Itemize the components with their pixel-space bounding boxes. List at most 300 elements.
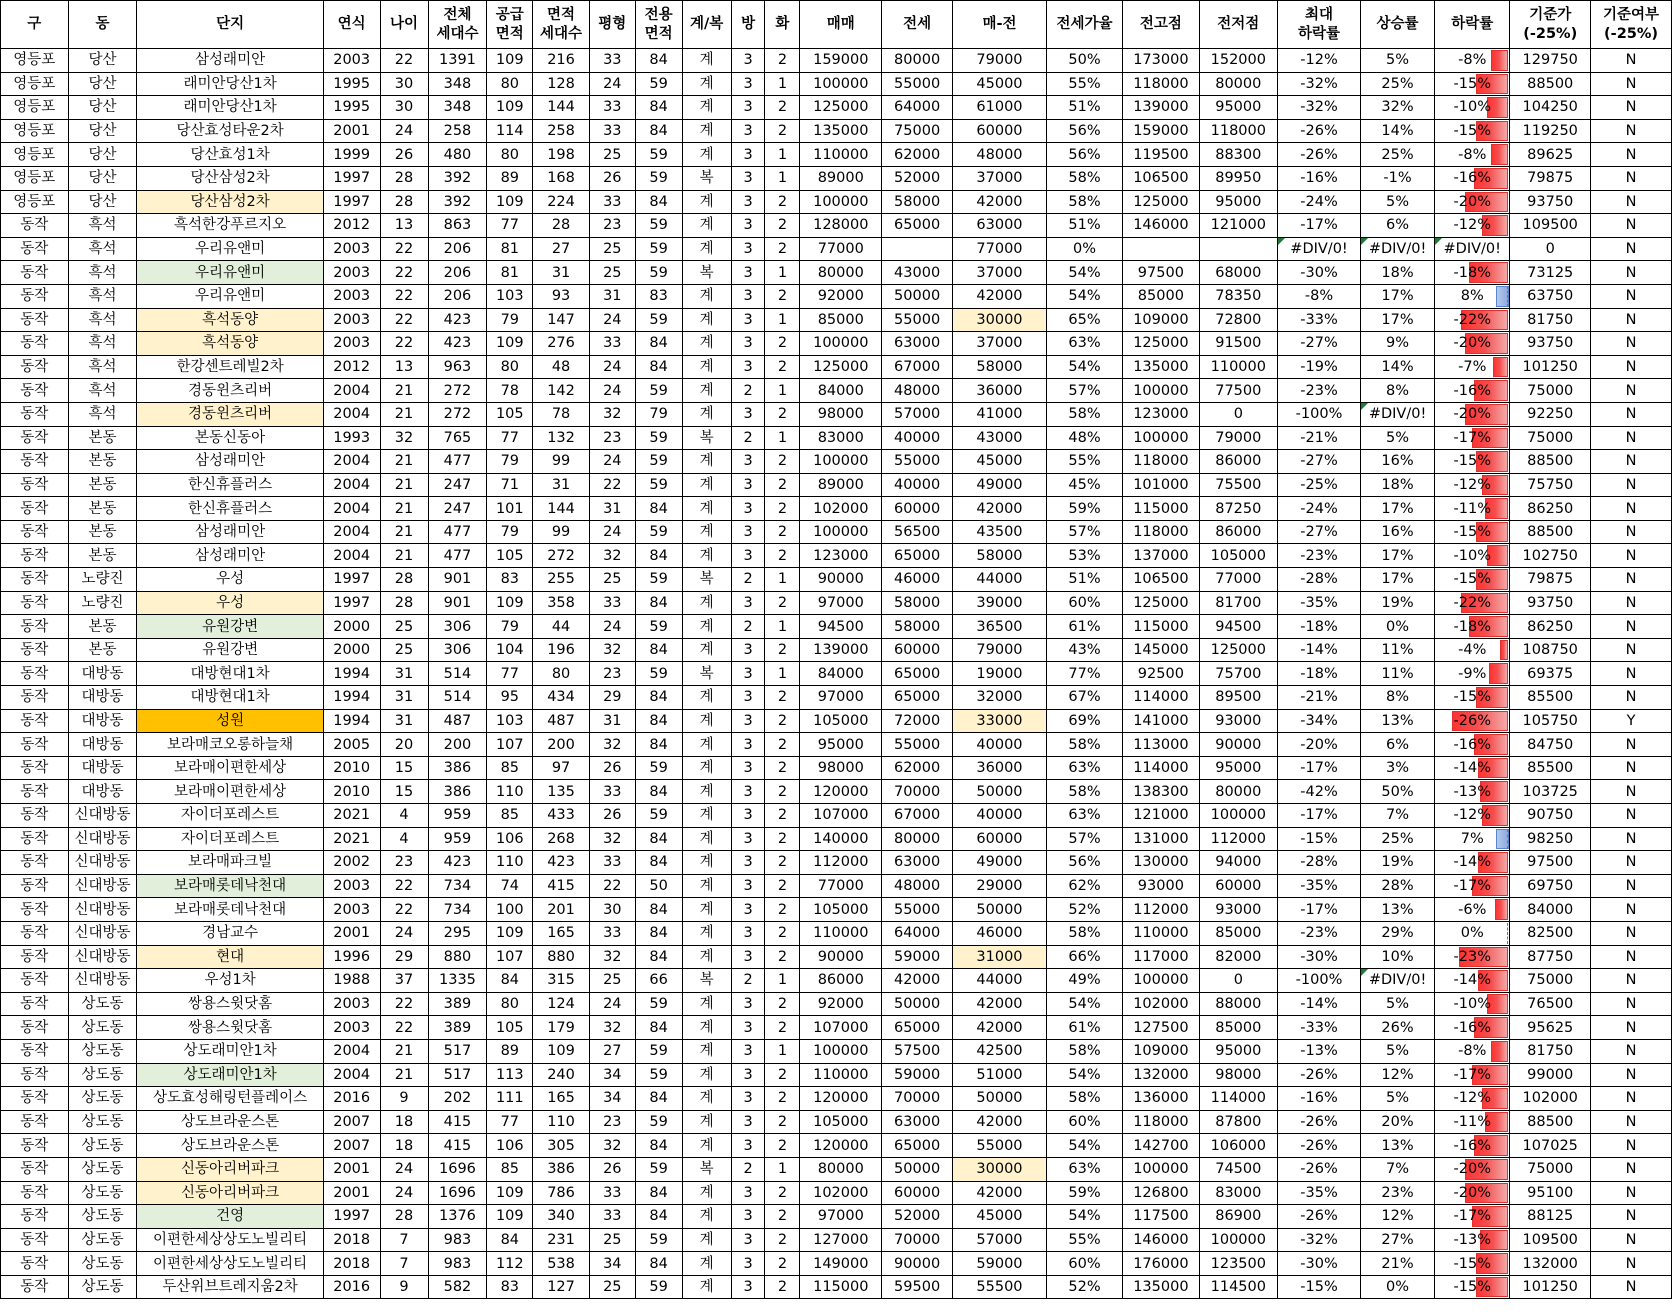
cell-fall[interactable] <box>1435 709 1510 733</box>
cell-rooms[interactable]: 3 <box>731 1134 765 1158</box>
cell-prev_low[interactable]: 112000 <box>1199 827 1278 851</box>
cell-jeonse[interactable]: 59000 <box>882 1063 953 1087</box>
cell-supply_area[interactable]: 109 <box>487 190 533 214</box>
cell-jeonse_ratio[interactable]: 54% <box>1046 1205 1122 1229</box>
cell-prev_low[interactable]: 94000 <box>1199 851 1278 875</box>
cell-supply_area[interactable]: 85 <box>487 756 533 780</box>
cell-jeonse_ratio[interactable]: 54% <box>1046 261 1122 285</box>
cell-prev_low[interactable]: 0 <box>1199 402 1278 426</box>
cell-meets[interactable]: N <box>1591 1252 1672 1276</box>
cell-dong[interactable]: 흑석 <box>68 332 137 356</box>
cell-jeonse[interactable]: 62000 <box>882 143 953 167</box>
cell-max_drop[interactable]: -32% <box>1278 1228 1361 1252</box>
cell-jeonse[interactable]: 55000 <box>882 308 953 332</box>
cell-age[interactable]: 31 <box>380 662 428 686</box>
cell-prev_low[interactable]: 72800 <box>1199 308 1278 332</box>
cell-jeonse[interactable]: 50000 <box>882 1157 953 1181</box>
cell-supply_area[interactable]: 77 <box>487 662 533 686</box>
cell-households[interactable]: 1696 <box>428 1157 487 1181</box>
cell-exclusive_area[interactable]: 84 <box>635 945 682 969</box>
cell-dong[interactable]: 대방동 <box>68 733 137 757</box>
cell-age[interactable]: 13 <box>380 355 428 379</box>
cell-households[interactable]: 477 <box>428 544 487 568</box>
cell-pyeong[interactable]: 33 <box>589 921 635 945</box>
cell-age[interactable]: 24 <box>380 921 428 945</box>
cell-baths[interactable]: 2 <box>765 1228 800 1252</box>
cell-gu[interactable]: 동작 <box>1 520 69 544</box>
cell-area_households[interactable]: 31 <box>533 473 590 497</box>
cell-max_drop[interactable]: -100% <box>1278 969 1361 993</box>
cell-max_drop[interactable]: -20% <box>1278 733 1361 757</box>
cell-gu[interactable]: 동작 <box>1 1181 69 1205</box>
cell-baths[interactable]: 1 <box>765 662 800 686</box>
cell-pyeong[interactable]: 24 <box>589 379 635 403</box>
cell-meets[interactable]: N <box>1591 72 1672 96</box>
cell-meets[interactable]: N <box>1591 426 1672 450</box>
cell-rooms[interactable]: 3 <box>731 308 765 332</box>
cell-meets[interactable]: N <box>1591 544 1672 568</box>
cell-supply_area[interactable]: 103 <box>487 709 533 733</box>
cell-jeonse_ratio[interactable]: 63% <box>1046 756 1122 780</box>
cell-households[interactable]: 1376 <box>428 1205 487 1229</box>
cell-base_price[interactable]: 75000 <box>1510 379 1591 403</box>
cell-complex[interactable]: 보라매롯데낙천대 <box>137 874 324 898</box>
cell-complex[interactable]: 한신휴플러스 <box>137 473 324 497</box>
cell-meets[interactable]: N <box>1591 1181 1672 1205</box>
cell-households[interactable]: 202 <box>428 1087 487 1111</box>
cell-rooms[interactable]: 3 <box>731 166 765 190</box>
cell-pyeong[interactable]: 24 <box>589 520 635 544</box>
cell-complex[interactable]: 쌍용스윗닷홈 <box>137 1016 324 1040</box>
cell-year[interactable]: 1999 <box>323 143 380 167</box>
cell-prev_low[interactable]: 86000 <box>1199 450 1278 474</box>
cell-exclusive_area[interactable]: 59 <box>635 568 682 592</box>
cell-prev_low[interactable]: 152000 <box>1199 49 1278 73</box>
cell-fall[interactable] <box>1435 355 1510 379</box>
cell-rooms[interactable]: 2 <box>731 568 765 592</box>
cell-year[interactable]: 2018 <box>323 1228 380 1252</box>
cell-supply_area[interactable]: 109 <box>487 1181 533 1205</box>
cell-max_drop[interactable]: -33% <box>1278 308 1361 332</box>
cell-households[interactable]: 514 <box>428 686 487 710</box>
cell-supply_area[interactable]: 80 <box>487 143 533 167</box>
cell-complex[interactable]: 성원 <box>137 709 324 733</box>
cell-max_drop[interactable]: -19% <box>1278 355 1361 379</box>
cell-area_households[interactable]: 110 <box>533 1110 590 1134</box>
cell-prev_low[interactable]: 125000 <box>1199 638 1278 662</box>
cell-fall[interactable] <box>1435 1134 1510 1158</box>
cell-complex[interactable]: 유원강변 <box>137 638 324 662</box>
cell-prev_high[interactable]: 121000 <box>1123 804 1199 828</box>
cell-max_drop[interactable]: -24% <box>1278 190 1361 214</box>
cell-gu[interactable]: 동작 <box>1 261 69 285</box>
cell-rise[interactable]: 16% <box>1360 450 1434 474</box>
cell-fall[interactable] <box>1435 591 1510 615</box>
cell-prev_high[interactable]: 146000 <box>1123 214 1199 238</box>
cell-prev_high[interactable]: 118000 <box>1123 520 1199 544</box>
cell-type[interactable]: 계 <box>682 615 731 639</box>
column-header-max_drop[interactable]: 최대 하락률 <box>1278 1 1361 49</box>
cell-age[interactable]: 21 <box>380 473 428 497</box>
cell-rise[interactable]: 23% <box>1360 1181 1434 1205</box>
cell-area_households[interactable]: 48 <box>533 355 590 379</box>
cell-fall[interactable] <box>1435 1181 1510 1205</box>
cell-age[interactable]: 21 <box>380 379 428 403</box>
cell-sale[interactable]: 84000 <box>800 662 882 686</box>
cell-households[interactable]: 386 <box>428 756 487 780</box>
cell-jeonse[interactable]: 63000 <box>882 1110 953 1134</box>
cell-base_price[interactable]: 79875 <box>1510 166 1591 190</box>
cell-gu[interactable]: 동작 <box>1 473 69 497</box>
cell-supply_area[interactable]: 109 <box>487 332 533 356</box>
cell-dong[interactable]: 대방동 <box>68 662 137 686</box>
cell-base_price[interactable]: 109500 <box>1510 1228 1591 1252</box>
cell-gap[interactable]: 36500 <box>953 615 1047 639</box>
cell-exclusive_area[interactable]: 59 <box>635 662 682 686</box>
cell-prev_high[interactable]: 125000 <box>1123 332 1199 356</box>
cell-max_drop[interactable]: -35% <box>1278 591 1361 615</box>
cell-base_price[interactable]: 107025 <box>1510 1134 1591 1158</box>
cell-fall[interactable] <box>1435 1110 1510 1134</box>
cell-fall[interactable] <box>1435 851 1510 875</box>
cell-year[interactable]: 2016 <box>323 1087 380 1111</box>
cell-max_drop[interactable]: -26% <box>1278 1157 1361 1181</box>
cell-base_price[interactable]: 104250 <box>1510 96 1591 120</box>
cell-fall[interactable] <box>1435 237 1510 261</box>
cell-pyeong[interactable]: 32 <box>589 945 635 969</box>
cell-max_drop[interactable]: -21% <box>1278 426 1361 450</box>
cell-max_drop[interactable]: -16% <box>1278 1087 1361 1111</box>
column-header-sale[interactable]: 매매 <box>800 1 882 49</box>
cell-pyeong[interactable]: 31 <box>589 497 635 521</box>
cell-complex[interactable]: 당산효성1차 <box>137 143 324 167</box>
cell-age[interactable]: 7 <box>380 1252 428 1276</box>
cell-baths[interactable]: 2 <box>765 851 800 875</box>
cell-type[interactable]: 계 <box>682 874 731 898</box>
cell-supply_area[interactable]: 110 <box>487 780 533 804</box>
cell-prev_low[interactable]: 114500 <box>1199 1275 1278 1299</box>
column-header-age[interactable]: 나이 <box>380 1 428 49</box>
cell-type[interactable]: 계 <box>682 402 731 426</box>
cell-exclusive_area[interactable]: 84 <box>635 898 682 922</box>
cell-year[interactable]: 2001 <box>323 921 380 945</box>
cell-sale[interactable]: 102000 <box>800 497 882 521</box>
cell-gu[interactable]: 동작 <box>1 945 69 969</box>
cell-prev_high[interactable]: 100000 <box>1123 969 1199 993</box>
cell-rooms[interactable]: 3 <box>731 1087 765 1111</box>
cell-prev_low[interactable]: 87250 <box>1199 497 1278 521</box>
cell-dong[interactable]: 당산 <box>68 143 137 167</box>
cell-prev_low[interactable]: 123500 <box>1199 1252 1278 1276</box>
cell-rise[interactable]: 26% <box>1360 1016 1434 1040</box>
cell-jeonse_ratio[interactable]: 67% <box>1046 686 1122 710</box>
cell-meets[interactable]: N <box>1591 402 1672 426</box>
cell-pyeong[interactable]: 33 <box>589 119 635 143</box>
cell-year[interactable]: 1997 <box>323 190 380 214</box>
cell-base_price[interactable]: 63750 <box>1510 284 1591 308</box>
cell-jeonse_ratio[interactable]: 55% <box>1046 1228 1122 1252</box>
cell-households[interactable]: 295 <box>428 921 487 945</box>
cell-gap[interactable]: 45000 <box>953 1205 1047 1229</box>
cell-complex[interactable]: 삼성래미안 <box>137 49 324 73</box>
cell-sale[interactable]: 139000 <box>800 638 882 662</box>
cell-jeonse[interactable]: 48000 <box>882 874 953 898</box>
cell-meets[interactable]: N <box>1591 450 1672 474</box>
cell-households[interactable]: 423 <box>428 332 487 356</box>
cell-base_price[interactable]: 85500 <box>1510 686 1591 710</box>
cell-prev_high[interactable]: 142700 <box>1123 1134 1199 1158</box>
cell-supply_area[interactable]: 105 <box>487 1016 533 1040</box>
cell-complex[interactable]: 상도래미안1차 <box>137 1039 324 1063</box>
cell-exclusive_area[interactable]: 84 <box>635 1252 682 1276</box>
cell-meets[interactable]: N <box>1591 921 1672 945</box>
cell-complex[interactable]: 보라매이편한세상 <box>137 756 324 780</box>
cell-type[interactable]: 복 <box>682 1157 731 1181</box>
cell-prev_high[interactable]: 85000 <box>1123 284 1199 308</box>
cell-pyeong[interactable]: 33 <box>589 332 635 356</box>
cell-complex[interactable]: 삼성래미안 <box>137 544 324 568</box>
cell-dong[interactable]: 상도동 <box>68 992 137 1016</box>
cell-prev_low[interactable]: 60000 <box>1199 874 1278 898</box>
cell-max_drop[interactable]: -26% <box>1278 1134 1361 1158</box>
cell-baths[interactable]: 2 <box>765 1252 800 1276</box>
cell-exclusive_area[interactable]: 84 <box>635 119 682 143</box>
cell-gu[interactable]: 동작 <box>1 591 69 615</box>
cell-exclusive_area[interactable]: 84 <box>635 709 682 733</box>
cell-gap[interactable]: 29000 <box>953 874 1047 898</box>
cell-jeonse_ratio[interactable]: 58% <box>1046 780 1122 804</box>
cell-baths[interactable]: 2 <box>765 1181 800 1205</box>
cell-area_households[interactable]: 224 <box>533 190 590 214</box>
cell-rise[interactable]: 5% <box>1360 190 1434 214</box>
cell-rise[interactable]: 25% <box>1360 143 1434 167</box>
cell-prev_high[interactable]: 118000 <box>1123 450 1199 474</box>
cell-fall[interactable] <box>1435 733 1510 757</box>
cell-households[interactable]: 983 <box>428 1228 487 1252</box>
cell-fall[interactable] <box>1435 1228 1510 1252</box>
cell-prev_high[interactable]: 100000 <box>1123 426 1199 450</box>
cell-jeonse_ratio[interactable]: 57% <box>1046 520 1122 544</box>
cell-year[interactable]: 2003 <box>323 898 380 922</box>
column-header-area_households[interactable]: 면적 세대수 <box>533 1 590 49</box>
cell-year[interactable]: 2021 <box>323 804 380 828</box>
cell-fall[interactable] <box>1435 1016 1510 1040</box>
cell-supply_area[interactable]: 80 <box>487 72 533 96</box>
cell-sale[interactable]: 110000 <box>800 921 882 945</box>
cell-supply_area[interactable]: 103 <box>487 284 533 308</box>
cell-jeonse_ratio[interactable]: 58% <box>1046 402 1122 426</box>
cell-gu[interactable]: 동작 <box>1 497 69 521</box>
cell-jeonse[interactable]: 58000 <box>882 190 953 214</box>
cell-meets[interactable]: N <box>1591 638 1672 662</box>
cell-jeonse[interactable]: 60000 <box>882 497 953 521</box>
cell-fall[interactable] <box>1435 402 1510 426</box>
cell-max_drop[interactable]: -23% <box>1278 379 1361 403</box>
cell-rise[interactable]: #DIV/0! <box>1360 969 1434 993</box>
cell-jeonse_ratio[interactable]: 52% <box>1046 1275 1122 1299</box>
cell-fall[interactable] <box>1435 72 1510 96</box>
cell-supply_area[interactable]: 78 <box>487 379 533 403</box>
cell-complex[interactable]: 현대 <box>137 945 324 969</box>
cell-households[interactable]: 415 <box>428 1110 487 1134</box>
cell-gap[interactable]: 42000 <box>953 992 1047 1016</box>
cell-prev_high[interactable]: 126800 <box>1123 1181 1199 1205</box>
cell-fall[interactable] <box>1435 119 1510 143</box>
cell-type[interactable]: 계 <box>682 497 731 521</box>
cell-complex[interactable]: 한신휴플러스 <box>137 497 324 521</box>
cell-jeonse_ratio[interactable]: 58% <box>1046 733 1122 757</box>
cell-sale[interactable]: 97000 <box>800 591 882 615</box>
cell-prev_low[interactable]: 93000 <box>1199 709 1278 733</box>
cell-complex[interactable]: 당산삼성2차 <box>137 190 324 214</box>
cell-base_price[interactable]: 105750 <box>1510 709 1591 733</box>
cell-sale[interactable]: 92000 <box>800 284 882 308</box>
cell-sale[interactable]: 100000 <box>800 450 882 474</box>
cell-prev_high[interactable]: 141000 <box>1123 709 1199 733</box>
cell-jeonse_ratio[interactable]: 43% <box>1046 638 1122 662</box>
cell-supply_area[interactable]: 105 <box>487 402 533 426</box>
cell-fall[interactable] <box>1435 568 1510 592</box>
cell-type[interactable]: 계 <box>682 709 731 733</box>
cell-baths[interactable]: 2 <box>765 591 800 615</box>
cell-prev_low[interactable]: 85000 <box>1199 921 1278 945</box>
cell-complex[interactable]: 래미안당산1차 <box>137 72 324 96</box>
cell-jeonse_ratio[interactable]: 63% <box>1046 1157 1122 1181</box>
cell-pyeong[interactable]: 30 <box>589 898 635 922</box>
cell-area_households[interactable]: 358 <box>533 591 590 615</box>
cell-supply_area[interactable]: 106 <box>487 827 533 851</box>
cell-prev_low[interactable]: 106000 <box>1199 1134 1278 1158</box>
cell-dong[interactable]: 신대방동 <box>68 898 137 922</box>
cell-base_price[interactable]: 88500 <box>1510 450 1591 474</box>
cell-gap[interactable]: 44000 <box>953 568 1047 592</box>
cell-pyeong[interactable]: 24 <box>589 615 635 639</box>
cell-dong[interactable]: 상도동 <box>68 1252 137 1276</box>
cell-rooms[interactable]: 3 <box>731 473 765 497</box>
cell-complex[interactable]: 자이더포레스트 <box>137 827 324 851</box>
cell-max_drop[interactable]: -26% <box>1278 119 1361 143</box>
cell-rooms[interactable]: 3 <box>731 49 765 73</box>
cell-jeonse_ratio[interactable]: 63% <box>1046 332 1122 356</box>
cell-gu[interactable]: 동작 <box>1 1110 69 1134</box>
cell-dong[interactable]: 본동 <box>68 497 137 521</box>
cell-gap[interactable]: 44000 <box>953 969 1047 993</box>
cell-sale[interactable]: 120000 <box>800 780 882 804</box>
cell-jeonse[interactable]: 57000 <box>882 402 953 426</box>
cell-type[interactable]: 계 <box>682 520 731 544</box>
cell-households[interactable]: 206 <box>428 261 487 285</box>
cell-exclusive_area[interactable]: 59 <box>635 804 682 828</box>
cell-gap[interactable]: 48000 <box>953 143 1047 167</box>
cell-gap[interactable]: 50000 <box>953 780 1047 804</box>
cell-exclusive_area[interactable]: 84 <box>635 827 682 851</box>
cell-gu[interactable]: 동작 <box>1 1134 69 1158</box>
cell-gap[interactable]: 40000 <box>953 733 1047 757</box>
cell-year[interactable]: 1994 <box>323 709 380 733</box>
cell-area_households[interactable]: 231 <box>533 1228 590 1252</box>
cell-prev_low[interactable]: 121000 <box>1199 214 1278 238</box>
cell-base_price[interactable]: 132000 <box>1510 1252 1591 1276</box>
cell-prev_low[interactable]: 95000 <box>1199 756 1278 780</box>
cell-fall[interactable] <box>1435 544 1510 568</box>
cell-jeonse_ratio[interactable]: 57% <box>1046 827 1122 851</box>
cell-baths[interactable]: 2 <box>765 520 800 544</box>
cell-prev_low[interactable]: 100000 <box>1199 804 1278 828</box>
cell-type[interactable]: 계 <box>682 332 731 356</box>
cell-max_drop[interactable]: -13% <box>1278 1039 1361 1063</box>
cell-baths[interactable]: 2 <box>765 780 800 804</box>
cell-dong[interactable]: 당산 <box>68 49 137 73</box>
cell-households[interactable]: 423 <box>428 308 487 332</box>
cell-gu[interactable]: 동작 <box>1 780 69 804</box>
cell-year[interactable]: 2003 <box>323 308 380 332</box>
cell-sale[interactable]: 80000 <box>800 1157 882 1181</box>
cell-baths[interactable]: 2 <box>765 638 800 662</box>
cell-prev_low[interactable]: 75700 <box>1199 662 1278 686</box>
cell-gap[interactable]: 55500 <box>953 1275 1047 1299</box>
cell-households[interactable]: 734 <box>428 898 487 922</box>
cell-prev_high[interactable]: 110000 <box>1123 921 1199 945</box>
cell-complex[interactable]: 경동윈츠리버 <box>137 402 324 426</box>
cell-type[interactable]: 계 <box>682 1016 731 1040</box>
cell-supply_area[interactable]: 113 <box>487 1063 533 1087</box>
cell-baths[interactable]: 2 <box>765 497 800 521</box>
cell-max_drop[interactable]: -27% <box>1278 520 1361 544</box>
cell-year[interactable]: 2004 <box>323 450 380 474</box>
cell-prev_high[interactable]: 123000 <box>1123 402 1199 426</box>
cell-year[interactable]: 2003 <box>323 49 380 73</box>
cell-base_price[interactable]: 102000 <box>1510 1087 1591 1111</box>
cell-sale[interactable]: 107000 <box>800 804 882 828</box>
cell-jeonse[interactable]: 56500 <box>882 520 953 544</box>
cell-age[interactable]: 25 <box>380 615 428 639</box>
column-header-prev_low[interactable]: 전저점 <box>1199 1 1278 49</box>
cell-exclusive_area[interactable]: 59 <box>635 1228 682 1252</box>
cell-rooms[interactable]: 3 <box>731 1228 765 1252</box>
cell-year[interactable]: 2000 <box>323 638 380 662</box>
cell-area_households[interactable]: 31 <box>533 261 590 285</box>
cell-type[interactable]: 계 <box>682 72 731 96</box>
cell-rise[interactable]: 12% <box>1360 1063 1434 1087</box>
cell-gu[interactable]: 동작 <box>1 332 69 356</box>
cell-pyeong[interactable]: 23 <box>589 1110 635 1134</box>
cell-sale[interactable]: 125000 <box>800 355 882 379</box>
cell-fall[interactable] <box>1435 1205 1510 1229</box>
cell-meets[interactable]: N <box>1591 662 1672 686</box>
cell-baths[interactable]: 2 <box>765 804 800 828</box>
cell-prev_low[interactable]: 86000 <box>1199 520 1278 544</box>
cell-age[interactable]: 21 <box>380 450 428 474</box>
cell-supply_area[interactable]: 83 <box>487 1275 533 1299</box>
cell-rooms[interactable]: 3 <box>731 190 765 214</box>
cell-age[interactable]: 21 <box>380 497 428 521</box>
cell-base_price[interactable]: 85500 <box>1510 756 1591 780</box>
cell-exclusive_area[interactable]: 59 <box>635 473 682 497</box>
cell-complex[interactable]: 우성 <box>137 591 324 615</box>
cell-jeonse[interactable]: 50000 <box>882 992 953 1016</box>
cell-households[interactable]: 863 <box>428 214 487 238</box>
cell-year[interactable]: 2012 <box>323 214 380 238</box>
cell-supply_area[interactable]: 77 <box>487 214 533 238</box>
cell-households[interactable]: 415 <box>428 1134 487 1158</box>
cell-jeonse_ratio[interactable]: 59% <box>1046 497 1122 521</box>
cell-fall[interactable] <box>1435 332 1510 356</box>
cell-pyeong[interactable]: 32 <box>589 827 635 851</box>
cell-prev_high[interactable]: 115000 <box>1123 497 1199 521</box>
cell-rooms[interactable]: 3 <box>731 1275 765 1299</box>
cell-max_drop[interactable]: -30% <box>1278 261 1361 285</box>
cell-supply_area[interactable]: 105 <box>487 544 533 568</box>
